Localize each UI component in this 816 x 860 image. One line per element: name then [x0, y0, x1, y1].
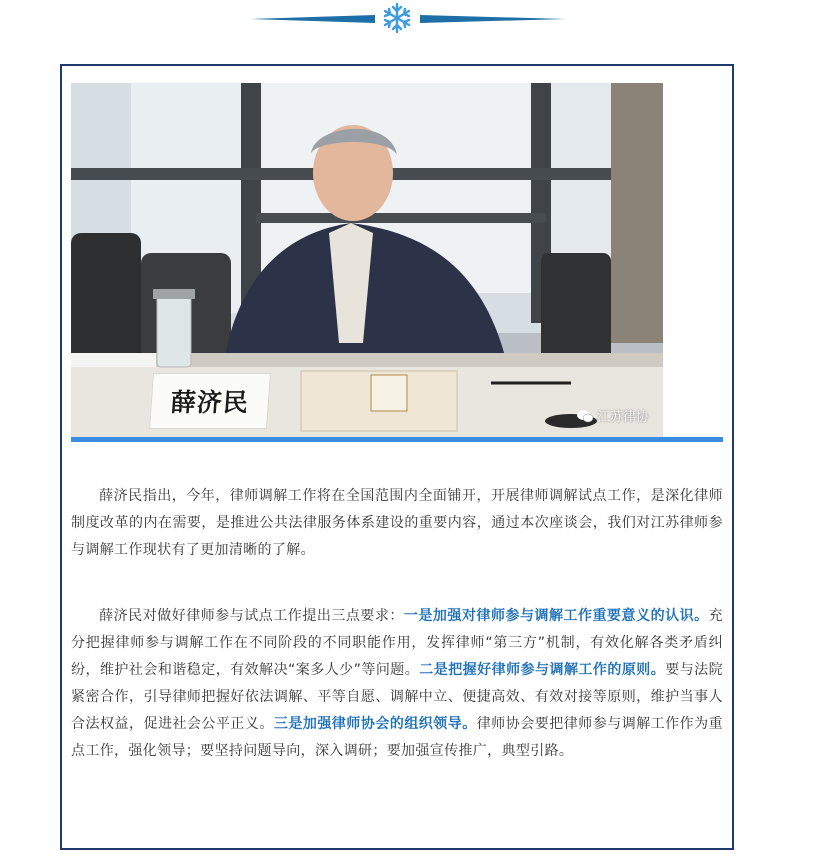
paragraph-1: [71, 483, 723, 564]
point-3-body: 律师协会要把律师参与调解工作作为重点工作，强化领导；要坚持问题导向，深入调研；要加强宣传推广，典型引路。: [71, 716, 723, 759]
meeting-photo: [71, 83, 663, 437]
paragraph-2-intro: 薛济民对做好律师参与试点工作提出三点要求：: [99, 608, 404, 624]
nameplate: [149, 373, 271, 429]
nameplate-text: 薛济民: [169, 388, 250, 417]
point-1-body: 充分把握律师参与调解工作在不同阶段的不同职能作用，发挥律师“第三方”机制，有效化解各类矛盾纠纷，维护社会和谐稳定，有效解决“案多人少”等问题。: [71, 608, 723, 678]
header-ornament: [0, 0, 816, 40]
paragraph-2: [71, 603, 723, 765]
wechat-icon: [577, 409, 593, 423]
point-2-body: 要与法院紧密合作，引导律师把握好依法调解、平等自愿、调解中立、便捷高效、有效对接等原则，维护当事人合法权益，促进社会公平正义。: [71, 662, 723, 732]
watermark: [577, 406, 649, 425]
point-3-title: 三是加强律师协会的组织领导。: [273, 716, 477, 732]
watermark-text: 江苏律协: [596, 410, 649, 425]
photo-underline-bar: [71, 437, 723, 442]
snowflake-icon: [385, 4, 409, 32]
paragraph-1-text: 薛济民指出，今年，律师调解工作将在全国范围内全面铺开，开展律师调解试点工作，是深化律师制度改革的内在需要，是推进公共法律服务体系建设的重要内容，通过本次座谈会，我们对江苏律师参与调解工作现状有了更加清晰的了解。: [71, 488, 723, 558]
point-1-title: 一是加强对律师参与调解工作重要意义的认识。: [403, 608, 709, 624]
point-2-title: 二是把握好律师参与调解工作的原则。: [419, 662, 666, 678]
